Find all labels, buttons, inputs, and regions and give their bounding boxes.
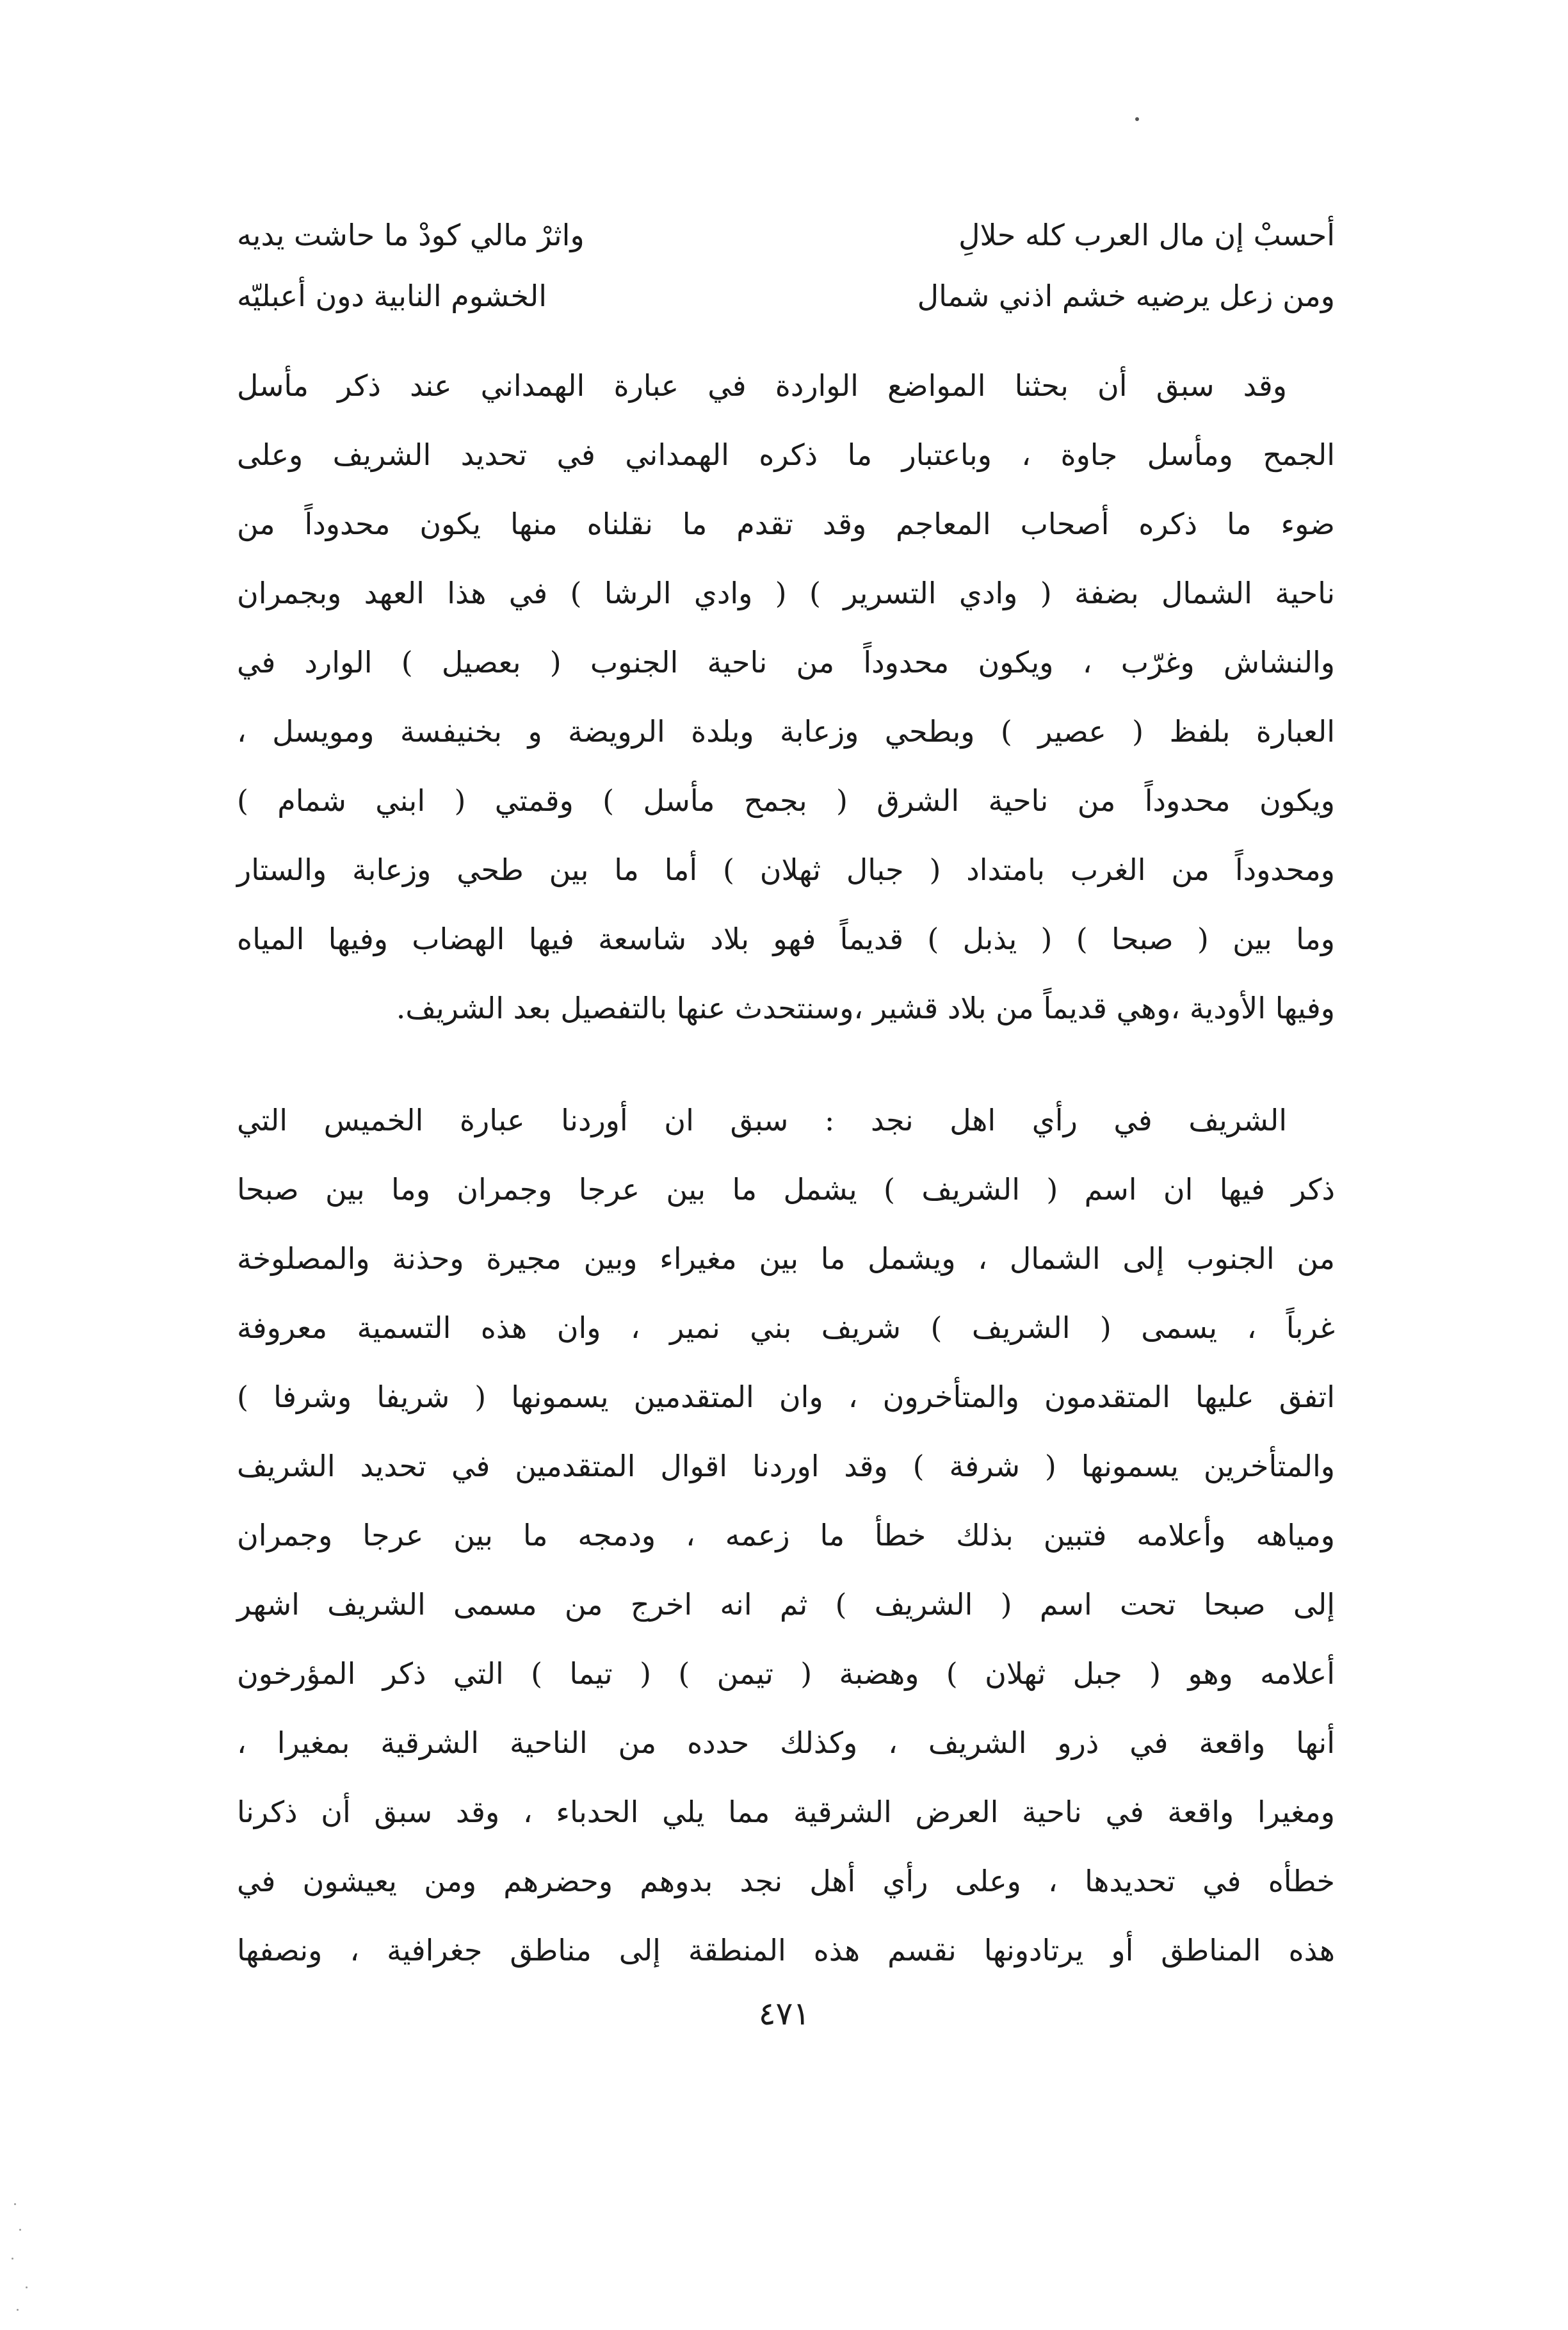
text-line: ويكون محدوداً من ناحية الشرق ( بجمح مأسل ) وقمتي ( ابني شمام ): [237, 783, 1335, 818]
paragraph-1: [237, 351, 1335, 1043]
text-line: هذه المناطق أو يرتادونها نقسم هذه المنطقة إلى مناطق جغرافية ، ونصفها: [237, 1933, 1335, 1967]
paragraph-2: [237, 1086, 1335, 1985]
text-line: ومحدوداً من الغرب بامتداد ( جبال ثهلان ) أما ما بين طحي وزعابة والستار: [237, 852, 1335, 887]
text-line: إلى صبحا تحت اسم ( الشريف ) ثم انه اخرج من مسمى الشريف اشهر: [237, 1587, 1335, 1622]
text-line: ومياهه وأعلامه فتبين بذلك خطأ ما زعمه ، ودمجه ما بين عرجا وجمران: [237, 1518, 1335, 1552]
text-line: أنها واقعة في ذرو الشريف ، وكذلك حدده من الناحية الشرقية بمغيرا ،: [237, 1725, 1335, 1760]
scan-speck: [19, 2229, 21, 2231]
text-line: خطأه في تحديدها ، وعلى رأي أهل نجد بدوهم وحضرهم ومن يعيشون في: [237, 1864, 1335, 1898]
verse-line: [237, 205, 1335, 266]
text-line: غرباً ، يسمى ( الشريف ) شريف بني نمير ، وان هذه التسمية معروفة: [237, 1310, 1335, 1345]
text-line: وفيها الأودية ،وهي قديماً من بلاد قشير ،وسنتحدث عنها بالتفصيل بعد الشريف.: [396, 991, 1335, 1025]
text-line: اتفق عليها المتقدمون والمتأخرون ، وان المتقدمين يسمونها ( شريفا وشرفا ): [237, 1380, 1335, 1414]
ink-dot: [1135, 117, 1139, 121]
scan-speck: [14, 2203, 16, 2205]
text-line: أعلامه وهو ( جبل ثهلان ) وهضبة ( تيمن ) ( تيما ) التي ذكر المؤرخون: [237, 1656, 1335, 1691]
text-line: الجمح ومأسل جاوة ، وباعتبار ما ذكره الهمداني في تحديد الشريف وعلى: [237, 437, 1335, 472]
text-line: الشريف في رأي اهل نجد : سبق ان أوردنا عبارة الخميس التي: [237, 1103, 1287, 1137]
verse-line: [237, 266, 1335, 327]
text-line: ذكر فيها ان اسم ( الشريف ) يشمل ما بين عرجا وجمران وما بين صبحا: [237, 1172, 1335, 1207]
verse-hemistich-left: واثرْ مالي كودْ ما حاشت يديه: [237, 218, 585, 252]
verse-hemistich-left: الخشوم النابية دون أعبليّه: [237, 279, 547, 313]
text-line: ومغيرا واقعة في ناحية العرض الشرقية مما يلي الحدباء ، وقد سبق أن ذكرنا: [237, 1795, 1335, 1829]
text-line: من الجنوب إلى الشمال ، ويشمل ما بين مغيراء وبين مجيرة وحذنة والمصلوخة: [237, 1241, 1335, 1276]
verse-hemistich-right: ومن زعل يرضيه خشم اذني شمال: [917, 279, 1335, 313]
poem-verses: [237, 205, 1335, 327]
text-line: ناحية الشمال بضفة ( وادي التسرير ) ( وادي الرشا ) في هذا العهد وبجمران: [237, 576, 1335, 610]
scan-speck: [17, 2309, 19, 2311]
text-line: وقد سبق أن بحثنا المواضع الواردة في عبارة الهمداني عند ذكر مأسل: [237, 368, 1287, 403]
page-number: ٤٧١: [758, 1995, 811, 2032]
scan-speck: [26, 2286, 28, 2288]
text-line: والنشاش وغرّب ، ويكون محدوداً من ناحية الجنوب ( بعصيل ) الوارد في: [237, 645, 1335, 680]
scan-speck: [12, 2258, 13, 2260]
text-line: والمتأخرين يسمونها ( شرفة ) وقد اوردنا اقوال المتقدمين في تحديد الشريف: [237, 1449, 1335, 1483]
text-line: وما بين ( صبحا ) ( يذبل ) قديماً فهو بلاد شاسعة فيها الهضاب وفيها المياه: [237, 922, 1335, 956]
verse-hemistich-right: أحسبْ إن مال العرب كله حلالِ: [958, 218, 1335, 252]
text-line: ضوء ما ذكره أصحاب المعاجم وقد تقدم ما نقلناه منها يكون محدوداً من: [237, 507, 1335, 541]
text-line: العبارة بلفظ ( عصير ) وبطحي وزعابة وبلدة الرويضة و بخنيفسة ومويسل ،: [237, 714, 1335, 749]
